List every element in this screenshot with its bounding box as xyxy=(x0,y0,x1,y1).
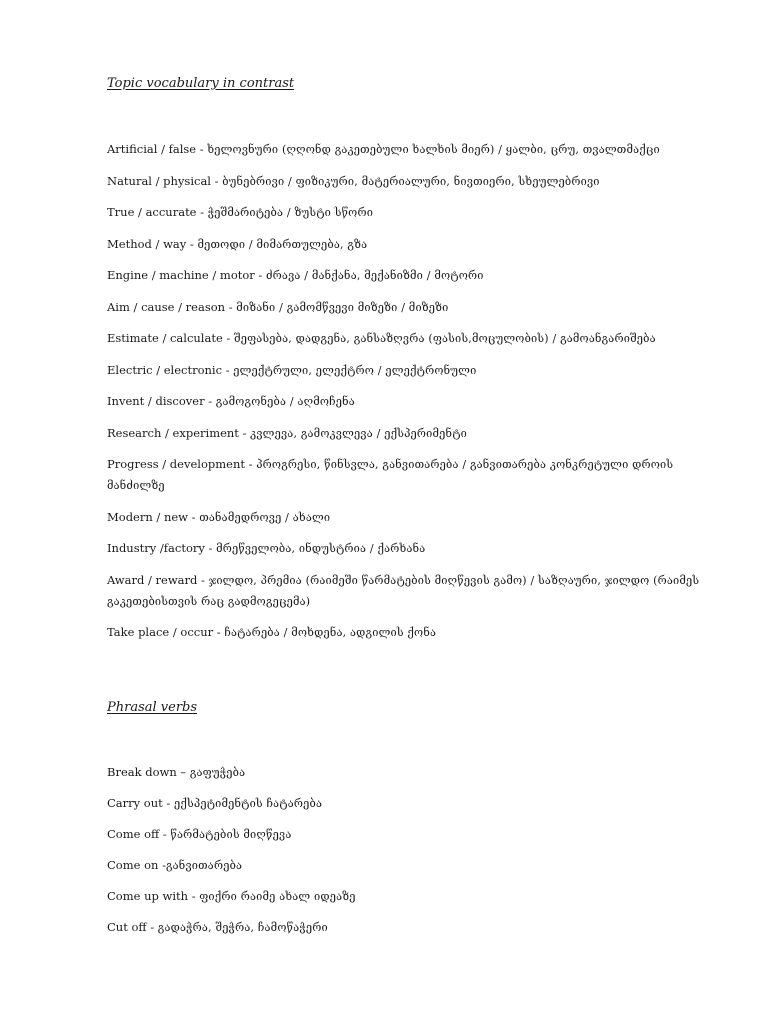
phrasal-translation: ფიქრი რაიმე ახალ იდეაზე xyxy=(199,890,356,903)
vocab-translation: ხელოვნური (ღღონდ გაკეთებული ხალხის მიერ) / ყალბი, ცრუ, თვალთმაქცი xyxy=(207,143,660,156)
vocab-separator: - xyxy=(196,205,208,219)
vocab-term: Estimate / calculate xyxy=(107,331,223,345)
phrasal-translation: ექსპეტიმენტის ჩატარება xyxy=(173,797,323,810)
phrasal-term: Break down xyxy=(107,765,177,779)
phrasal-entry xyxy=(107,762,707,783)
phrasal-separator: - xyxy=(159,827,171,841)
phrasal-entry xyxy=(107,793,707,814)
topic-vocabulary-list xyxy=(107,139,707,654)
vocab-entry xyxy=(107,538,707,559)
vocab-term: Award / reward xyxy=(107,572,198,587)
vocab-separator: - xyxy=(222,362,234,377)
vocab-separator: - xyxy=(204,541,217,555)
vocab-term: Method / way xyxy=(107,236,187,251)
vocab-term: Aim / cause / reason xyxy=(107,299,226,314)
vocab-translation: პროგრესი, წინსვლა, განვითარება / განვითარება კონკრეტული დროის მანძილზე xyxy=(107,458,674,492)
vocab-translation: კვლევა, გამოკვლევა / ექსპერიმენტი xyxy=(250,426,467,440)
phrasal-translation: გაფუჭება xyxy=(189,766,246,779)
phrasal-separator: - xyxy=(158,858,166,872)
phrasal-separator: – xyxy=(176,765,190,779)
section-heading-topic-vocabulary: Topic vocabulary in contrast xyxy=(107,76,295,91)
vocab-term: Industry /factory xyxy=(107,541,205,555)
vocab-translation: თანამედროვე / ახალი xyxy=(199,510,331,524)
vocab-entry xyxy=(107,297,707,318)
vocab-translation: მიზანი / გამომწვევი მიზეზი / მიზეზი xyxy=(236,300,449,314)
phrasal-term: Cut off xyxy=(107,920,147,934)
phrasal-verbs-list xyxy=(107,762,707,948)
phrasal-term: Come off xyxy=(107,827,160,841)
vocab-translation: ჯილდო, პრემია (რაიმეში წარმატების მიღწევის გამო) / საზღაური, ჯილდო (რაიმეს გაკეთებისთვის რაც გადმოგეცემა) xyxy=(107,573,700,608)
vocab-entry xyxy=(107,570,707,612)
vocab-separator: - xyxy=(196,142,208,156)
phrasal-separator: - xyxy=(188,889,200,903)
vocab-separator: - xyxy=(197,572,209,587)
vocab-separator: - xyxy=(254,268,266,282)
phrasal-term: Carry out xyxy=(107,796,163,810)
phrasal-term: Come up with xyxy=(107,889,189,903)
vocab-entry xyxy=(107,139,707,160)
vocab-entry xyxy=(107,423,707,444)
vocab-separator: - xyxy=(204,394,216,408)
vocab-term: Artificial / false xyxy=(107,142,197,156)
vocab-entry xyxy=(107,171,707,192)
vocab-entry xyxy=(107,622,707,643)
phrasal-translation: წარმატების მიღწევა xyxy=(170,828,292,841)
phrasal-translation: გადაჭრა, შეჭრა, ჩამოწაჭერი xyxy=(157,921,328,934)
phrasal-entry xyxy=(107,886,707,907)
vocab-entry xyxy=(107,328,707,349)
vocab-separator: - xyxy=(238,425,251,440)
vocab-term: Research / experiment xyxy=(107,425,239,440)
vocab-separator: - xyxy=(210,173,223,188)
vocab-translation: ბუნებრივი / ფიზიკური, მატერიალური, ნივთიერი, სხეულებრივი xyxy=(222,174,600,188)
phrasal-term: Come on xyxy=(107,858,159,872)
vocab-separator: - xyxy=(186,236,198,251)
vocab-translation: ელექტრული, ელექტრო / ელექტრონული xyxy=(233,363,477,377)
vocab-term: Electric / electronic xyxy=(107,362,223,377)
phrasal-entry xyxy=(107,917,707,938)
vocab-entry xyxy=(107,391,707,412)
vocab-entry xyxy=(107,202,707,223)
vocab-entry xyxy=(107,507,707,528)
vocab-entry xyxy=(107,234,707,255)
vocab-term: Progress / development xyxy=(107,457,245,471)
vocab-term: Take place / occur xyxy=(107,625,214,639)
vocab-term: True / accurate xyxy=(107,205,197,219)
vocab-separator: - xyxy=(225,299,237,314)
vocab-separator: - xyxy=(188,509,200,524)
phrasal-entry xyxy=(107,824,707,845)
vocab-term: Engine / machine / motor xyxy=(107,268,255,282)
vocab-separator: - xyxy=(244,457,257,471)
vocab-separator: - xyxy=(222,331,234,345)
vocab-translation: შეფასება, დადგენა, განსაზღვრა (ფასის,მოცულობის) / გამოანგარიშება xyxy=(233,332,656,345)
vocab-translation: გამოგონება / აღმოჩენა xyxy=(215,395,355,408)
phrasal-translation: განვითარება xyxy=(165,859,243,872)
vocab-term: Modern / new xyxy=(107,509,189,524)
vocab-translation: ძრავა / მანქანა, მექანიზმი / მოტორი xyxy=(266,269,484,282)
vocab-entry xyxy=(107,454,707,496)
phrasal-entry xyxy=(107,855,707,876)
vocab-entry xyxy=(107,265,707,286)
phrasal-separator: - xyxy=(146,920,158,934)
section-heading-phrasal-verbs: Phrasal verbs xyxy=(107,700,198,715)
vocab-translation: ჩატარება / მოხდენა, ადგილის ქონა xyxy=(224,626,437,639)
phrasal-separator: - xyxy=(162,796,174,810)
vocab-term: Natural / physical xyxy=(107,173,211,188)
vocab-translation: მეთოდი / მიმართულება, გზა xyxy=(197,237,368,251)
vocab-entry xyxy=(107,360,707,381)
vocab-separator: - xyxy=(213,625,225,639)
vocab-translation: მრეწველობა, ინდუსტრია / ქარხანა xyxy=(216,542,426,555)
vocab-translation: ჭეშმარიტება / ზუსტი სწორი xyxy=(207,206,374,219)
vocab-term: Invent / discover xyxy=(107,394,205,408)
